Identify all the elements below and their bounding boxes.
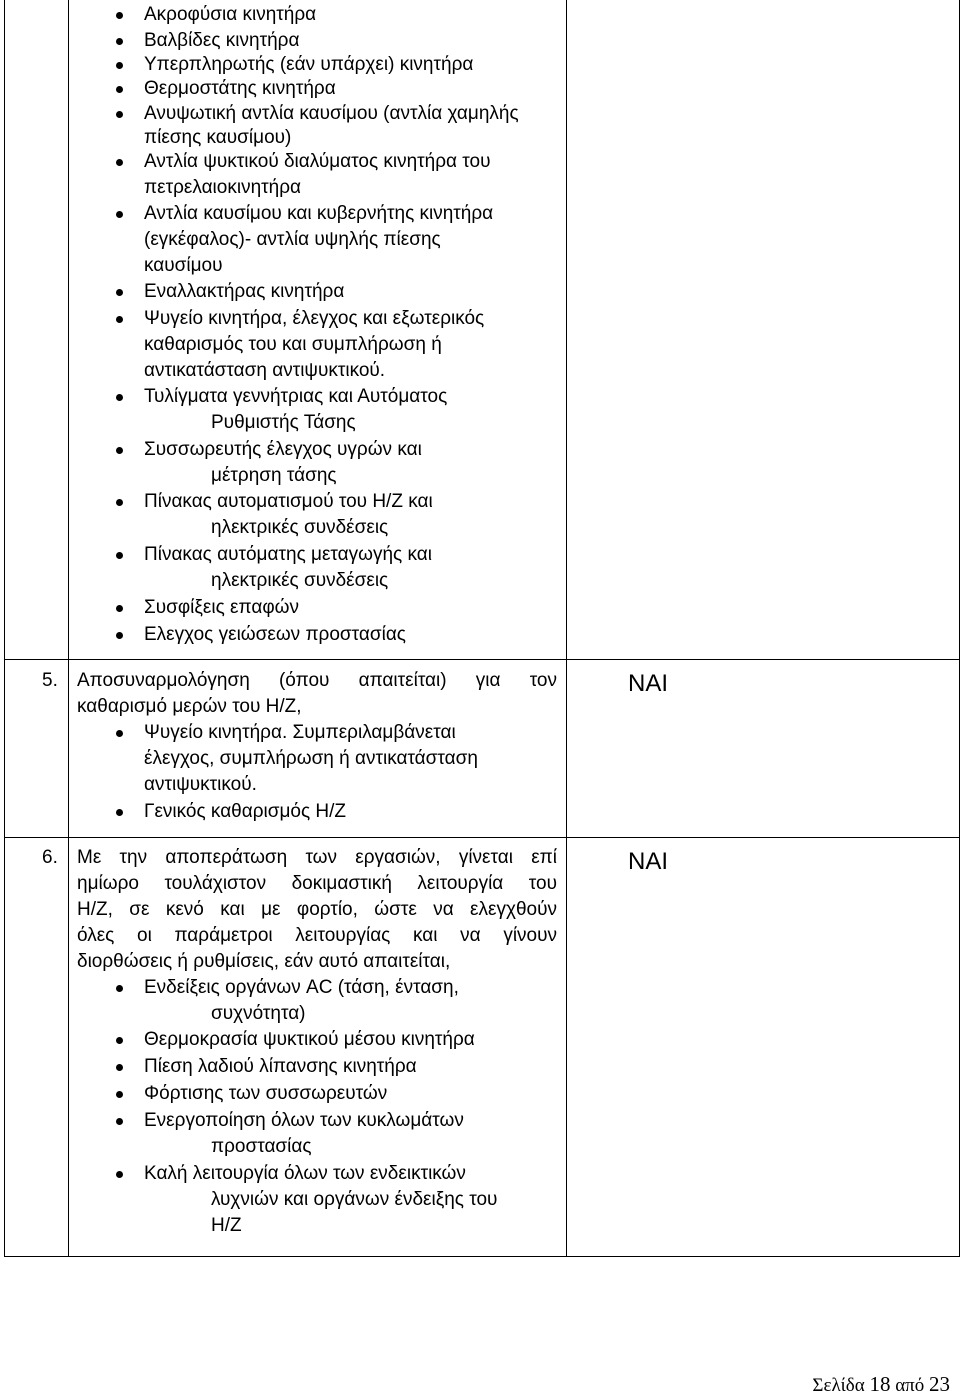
- checklist-item: [144, 799, 346, 825]
- checklist-item: [144, 1081, 387, 1107]
- bullet-icon: [114, 52, 124, 78]
- page-label: Σελίδα: [812, 1375, 865, 1396]
- bullet-icon: [114, 149, 124, 175]
- description-line: όλες οι παράμετροι λειτουργίας και να γίνουν: [77, 925, 557, 946]
- checklist-item: [144, 1108, 464, 1160]
- bullet-icon: [114, 595, 124, 621]
- item-text: Καλή λειτουργία όλων των ενδεικτικών: [144, 1163, 466, 1184]
- bullet-icon: [114, 1108, 124, 1134]
- item-text: μέτρηση τάσης: [211, 465, 337, 486]
- item-text: Πίνακας αυτοματισμού του Η/Ζ και: [144, 491, 433, 512]
- item-text: Πίνακας αυτόματης μεταγωγής και: [144, 544, 432, 565]
- item-text: πίεσης καυσίμου): [144, 127, 292, 148]
- checklist-item: [144, 595, 299, 621]
- description-line: Με την αποπεράτωση των εργασιών, γίνεται επί: [77, 847, 557, 868]
- checklist-item: [144, 201, 493, 279]
- bullet-icon: [114, 1161, 124, 1187]
- bullet-icon: [114, 437, 124, 463]
- table-border-bottom: [4, 1256, 960, 1257]
- checklist-item: [144, 28, 299, 54]
- item-text: ηλεκτρικές συνδέσεις: [211, 517, 389, 538]
- table-column-divider-1: [68, 0, 69, 1257]
- checklist-item: [144, 76, 336, 102]
- answer-cell: ΝΑΙ: [628, 848, 669, 875]
- item-text: Η/Ζ: [211, 1215, 242, 1236]
- bullet-icon: [114, 384, 124, 410]
- item-text: Γενικός καθαρισμός Η/Ζ: [144, 801, 347, 822]
- bullet-icon: [114, 720, 124, 746]
- checklist-item: [144, 720, 478, 798]
- checklist-item: [144, 2, 316, 28]
- checklist-item: [144, 437, 422, 489]
- checklist-item: [144, 975, 459, 1027]
- item-text: καθαρισμός του και συμπλήρωση ή: [144, 334, 442, 355]
- page-footer: [812, 1372, 950, 1397]
- item-text: Εναλλακτήρας κινητήρα: [144, 281, 345, 302]
- item-text: (εγκέφαλος)- αντλία υψηλής πίεσης: [144, 229, 441, 250]
- description-line: Αποσυναρμολόγηση (όπου απαιτείται) για τον: [77, 670, 557, 691]
- description-line: Η/Ζ, σε κενό και με φορτίο, ώστε να ελεγχθούν: [77, 899, 557, 920]
- bullet-icon: [114, 28, 124, 54]
- description-line: ημίωρο τουλάχιστον δοκιμαστική λειτουργία του: [77, 873, 557, 894]
- item-text: αντικατάσταση αντιψυκτικού.: [144, 360, 386, 381]
- item-text: Πίεση λαδιού λίπανσης κινητήρα: [144, 1056, 417, 1077]
- item-text: Υπερπληρωτής (εάν υπάρχει) κινητήρα: [144, 54, 474, 75]
- item-text: Φόρτισης των συσσωρευτών: [144, 1083, 388, 1104]
- checklist-item: [144, 101, 519, 151]
- description-line: καθαρισμό μερών του Η/Ζ,: [77, 696, 302, 717]
- row-number: 6.: [42, 847, 58, 868]
- checklist-item: [144, 149, 491, 201]
- item-text: Αντλία καυσίμου και κυβερνήτης κινητήρα: [144, 203, 494, 224]
- item-text: Ακροφύσια κινητήρα: [144, 4, 317, 25]
- bullet-icon: [114, 799, 124, 825]
- item-text: Ψυγείο κινητήρα, έλεγχος και εξωτερικός: [144, 308, 485, 329]
- checklist-item: [144, 489, 433, 541]
- bullet-icon: [114, 1054, 124, 1080]
- checklist-item: [144, 306, 484, 384]
- item-text: Ανυψωτική αντλία καυσίμου (αντλία χαμηλής: [144, 103, 519, 124]
- bullet-icon: [114, 2, 124, 28]
- row-description: [77, 845, 557, 975]
- item-text: Ψυγείο κινητήρα. Συμπεριλαμβάνεται: [144, 722, 456, 743]
- bullet-icon: [114, 622, 124, 648]
- item-text: Ελεγχος γειώσεων προστασίας: [144, 624, 406, 645]
- checklist-item: [144, 1054, 417, 1080]
- item-text: προστασίας: [211, 1136, 312, 1157]
- table-column-divider-2: [566, 0, 567, 1257]
- bullet-icon: [114, 201, 124, 227]
- item-text: Τυλίγματα γεννήτριας και Αυτόματος: [144, 386, 448, 407]
- item-text: αντιψυκτικού.: [144, 774, 257, 795]
- item-text: Ενεργοποίηση όλων των κυκλωμάτων: [144, 1110, 464, 1131]
- description-line: διορθώσεις ή ρυθμίσεις, εάν αυτό απαιτείται,: [77, 951, 451, 972]
- bullet-icon: [114, 76, 124, 102]
- item-text: Βαλβίδες κινητήρα: [144, 30, 300, 51]
- answer-cell: ΝΑΙ: [628, 670, 669, 697]
- item-text: Θερμοκρασία ψυκτικού μέσου κινητήρα: [144, 1029, 475, 1050]
- item-text: συχνότητα): [211, 1003, 306, 1024]
- item-text: λυχνιών και οργάνων ένδειξης του: [211, 1189, 498, 1210]
- item-text: Θερμοστάτης κινητήρα: [144, 78, 336, 99]
- table-border-left: [4, 0, 5, 1257]
- total-pages-number: 23: [929, 1372, 950, 1396]
- item-text: Συσσωρευτής έλεγχος υγρών και: [144, 439, 422, 460]
- row-divider-5-6: [4, 837, 960, 838]
- item-text: Ρυθμιστής Τάσης: [211, 412, 356, 433]
- checklist-item: [144, 279, 344, 305]
- bullet-icon: [114, 1081, 124, 1107]
- checklist-item: [144, 622, 406, 648]
- bullet-icon: [114, 306, 124, 332]
- row-divider-4-5: [4, 659, 960, 660]
- checklist-item: [144, 542, 432, 594]
- bullet-icon: [114, 101, 124, 127]
- item-text: Ενδείξεις οργάνων AC (τάση, ένταση,: [144, 977, 459, 998]
- bullet-icon: [114, 542, 124, 568]
- page-of-label: από: [895, 1375, 925, 1396]
- item-text: έλεγχος, συμπλήρωση ή αντικατάσταση: [144, 748, 478, 769]
- item-text: Αντλία ψυκτικού διαλύματος κινητήρα του: [144, 151, 491, 172]
- bullet-icon: [114, 489, 124, 515]
- checklist-item: [144, 1161, 497, 1239]
- current-page-number: 18: [869, 1372, 891, 1396]
- bullet-icon: [114, 975, 124, 1001]
- item-text: Συσφίξεις επαφών: [144, 597, 299, 618]
- checklist-item: [144, 52, 473, 78]
- item-text: πετρελαιοκινητήρα: [144, 177, 302, 198]
- item-text: ηλεκτρικές συνδέσεις: [211, 570, 389, 591]
- checklist-item: [144, 384, 447, 436]
- row-number: 5.: [42, 670, 58, 691]
- bullet-icon: [114, 279, 124, 305]
- row-description: [77, 668, 557, 720]
- item-text: καυσίμου: [144, 255, 223, 276]
- checklist-item: [144, 1027, 475, 1053]
- bullet-icon: [114, 1027, 124, 1053]
